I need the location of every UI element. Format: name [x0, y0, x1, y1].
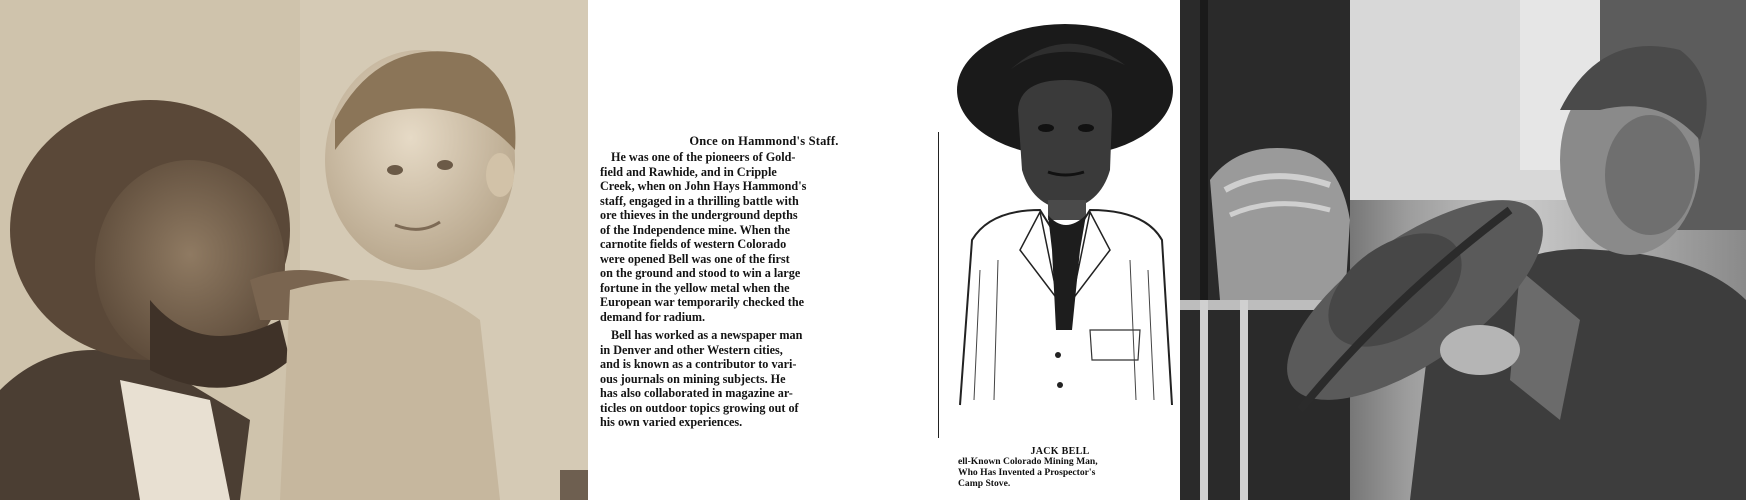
article-line: Bell has worked as a newspaper man [611, 328, 803, 342]
article-line: He was one of the pioneers of Gold- [611, 150, 796, 164]
article-line: on the ground and stood to win a large [600, 266, 801, 281]
article-paragraph-1 [600, 150, 927, 325]
article-headline: Once on Hammond's Staff. [689, 134, 839, 148]
photo-man-with-hat-image [1180, 0, 1746, 500]
article-paragraph-2 [600, 328, 927, 430]
article-line: demand for radium. [600, 310, 706, 325]
article-line: has also collaborated in magazine ar- [600, 386, 793, 401]
newspaper-article [588, 0, 940, 500]
article-line: fortune in the yellow metal when the [600, 280, 790, 295]
portrait-jack-bell [940, 0, 1180, 500]
portrait-caption-name: JACK BELL [1030, 446, 1090, 457]
photo-man-with-child [0, 0, 588, 500]
article-line: ore thieves in the underground depths [600, 208, 798, 223]
photo-man-with-hat [1180, 0, 1746, 500]
article-line: Creek, when on John Hays Hammond's [600, 179, 807, 194]
article-line: and is known as a contributor to vari- [600, 357, 797, 372]
article-line: staff, engaged in a thrilling battle with [600, 193, 799, 208]
column-rule [938, 132, 939, 438]
portrait-caption-line: Camp Stove. [958, 478, 1011, 489]
portrait-caption-line: Who Has Invented a Prospector's [958, 467, 1096, 478]
article-line: European war temporarily checked the [600, 295, 805, 310]
article-line: were opened Bell was one of the first [600, 251, 790, 266]
article-line: ticles on outdoor topics growing out of [600, 400, 799, 415]
article-line: in Denver and other Western cities, [600, 342, 783, 357]
article-line: carnotite fields of western Colorado [600, 237, 787, 252]
article-line: of the Independence mine. When the [600, 222, 791, 237]
portrait-sketch-image [940, 0, 1180, 440]
article-line: ous journals on mining subjects. He [600, 371, 786, 386]
article-line: field and Rawhide, and in Cripple [600, 164, 777, 179]
photo-man-with-child-image [0, 0, 588, 500]
article-line: his own varied experiences. [600, 415, 743, 430]
portrait-caption-line: ell-Known Colorado Mining Man, [958, 456, 1098, 467]
